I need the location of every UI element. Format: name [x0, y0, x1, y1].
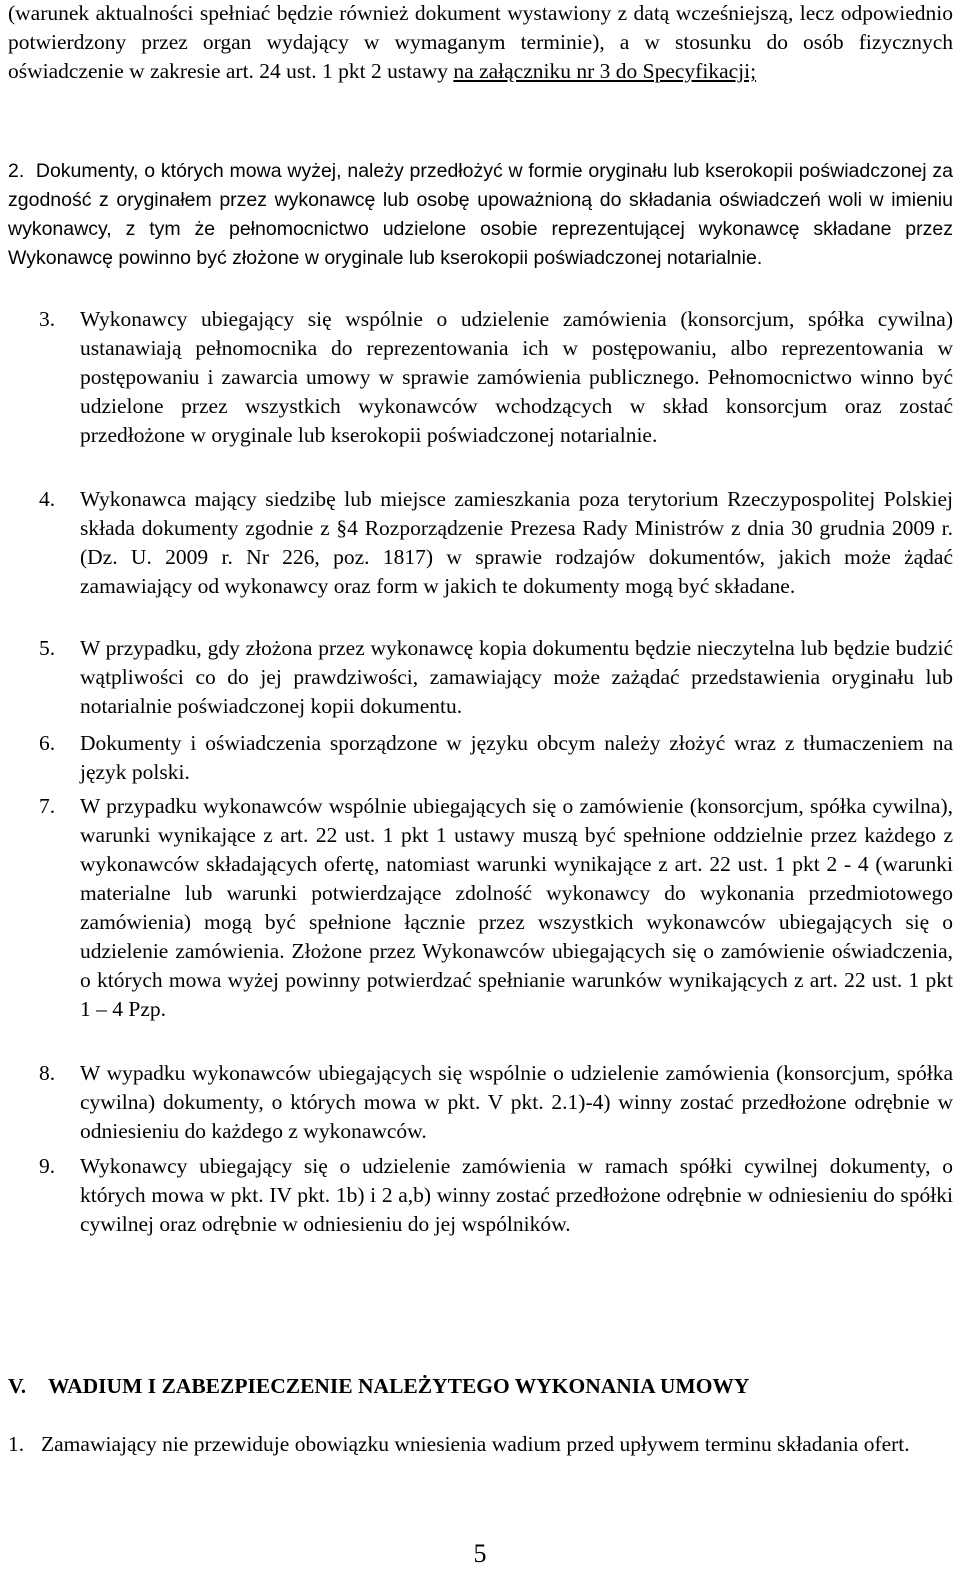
- list-item-text: Wykonawca mający siedzibę lub miejsce zamieszkania poza terytorium Rzeczypospolitej Polskiej składa dokumenty zgodnie z §4 Rozporządzenie Prezesa Rady Ministrów z dnia 30 grudnia 2009 r. (Dz. U. 2009 r. Nr 226, poz. 1817) w sprawie rodzajów dokumentów, jakich może żądać zamawiający od wykonawcy oraz form w jakich te dokumenty mogą być składane.: [80, 487, 953, 598]
- list-item-number: 9.: [39, 1154, 56, 1178]
- list-item-text: W wypadku wykonawców ubiegających się wspólnie o udzielenie zamówienia (konsorcjum, spółka cywilna) dokumenty, o których mowa w pkt. V pkt. 2.1)-4) winny zostać przedłożone odrębnie w odniesieniu do każdego z wykonawców.: [80, 1061, 953, 1143]
- intro-underlined-text: na załączniku nr 3 do Specyfikacji;: [453, 59, 757, 83]
- section-title: WADIUM I ZABEZPIECZENIE NALEŻYTEGO WYKONANIA UMOWY: [48, 1374, 750, 1398]
- page-number: 5: [473, 1539, 487, 1568]
- list-item-text: Zamawiający nie przewiduje obowiązku wniesienia wadium przed upływem terminu składania ofert.: [41, 1432, 910, 1456]
- list-item-text: Dokumenty i oświadczenia sporządzone w języku obcym należy złożyć wraz z tłumaczeniem na język polski.: [80, 731, 953, 784]
- list-item-2: [8, 157, 953, 273]
- list-item-number: 7.: [39, 794, 56, 818]
- list-item-text: W przypadku wykonawców wspólnie ubiegających się o zamówienie (konsorcjum, spółka cywilna), warunki wynikające z art. 22 ust. 1 pkt 1 ustawy muszą być spełnione oddzielnie przez każdego z wykonawców składających ofertę, natomiast warunki wynikające z art. 22 ust. 1 pkt 2 - 4 (warunki materialne lub warunki potwierdzające zdolność wykonawcy do wykonania przedmiotowego zamówienia) mogą być spełnione łącznie przez wszystkich wykonawców ubiegających się o udzielenie zamówienia. Złożone przez Wykonawców ubiegających się o zamówienie oświadczenia, o których mowa wyżej powinny potwierdzać spełnianie warunków wynikających z art. 22 ust. 1 pkt 1 – 4 Pzp.: [80, 794, 953, 1021]
- list-item-text: Wykonawcy ubiegający się o udzielenie zamówienia w ramach spółki cywilnej dokumenty, o których mowa w pkt. IV pkt. 1b) i 2 a,b) winny zostać przedłożone odrębnie w odniesieniu do spółki cywilnej oraz odrębnie w odniesieniu do jej wspólników.: [80, 1154, 953, 1236]
- list-item-text: W przypadku, gdy złożona przez wykonawcę kopia dokumentu będzie nieczytelna lub będzie budzić wątpliwości co do jej prawdziwości, zamawiający może zażądać przedstawienia oryginału lub notarialnie poświadczonej kopii dokumentu.: [80, 636, 953, 718]
- intro-paragraph: [8, 0, 953, 86]
- list-item-2-text: Dokumenty, o których mowa wyżej, należy przedłożyć w formie oryginału lub kserokopii poświadczonej za zgodność z oryginałem przez wykonawcę lub osobę upoważnioną do składania oświadczeń woli w imieniu wykonawcy, z tym że pełnomocnictwo udzielone osobie reprezentującej wykonawcę składane przez Wykonawcę powinno być złożone w oryginale lub kserokopii poświadczonej notarialnie.: [8, 160, 954, 269]
- list-item-number: 4.: [39, 487, 56, 511]
- list-item-2-number: 2.: [8, 160, 25, 182]
- section-number: V.: [8, 1374, 27, 1398]
- intro-text: (warunek aktualności spełniać będzie również dokument wystawiony z datą wcześniejszą, lecz odpowiednio potwierdzony przez organ wydający w wymaganym terminie), a w stosunku do osób fizycznych oświadczenie w zakresie art. 24 ust. 1 pkt 2 ustawy: [8, 1, 953, 83]
- list-item-text: Wykonawcy ubiegający się wspólnie o udzielenie zamówienia (konsorcjum, spółka cywilna) ustanawiają pełnomocnika do reprezentowania ich w postępowaniu, albo reprezentowania w postępowaniu i zawarcia umowy w sprawie zamówienia publicznego. Pełnomocnictwo winno być udzielone przez wszystkich wykonawców wchodzących w skład konsorcjum oraz zostać przedłożone w oryginale lub kserokopii poświadczonej notarialnie.: [80, 307, 953, 447]
- list-item-number: 8.: [39, 1061, 56, 1085]
- list-item-number: 5.: [39, 636, 56, 660]
- list-item-number: 6.: [39, 731, 56, 755]
- list-item-number: 1.: [8, 1432, 25, 1456]
- section-heading: [8, 1372, 749, 1401]
- list-item-number: 3.: [39, 307, 56, 331]
